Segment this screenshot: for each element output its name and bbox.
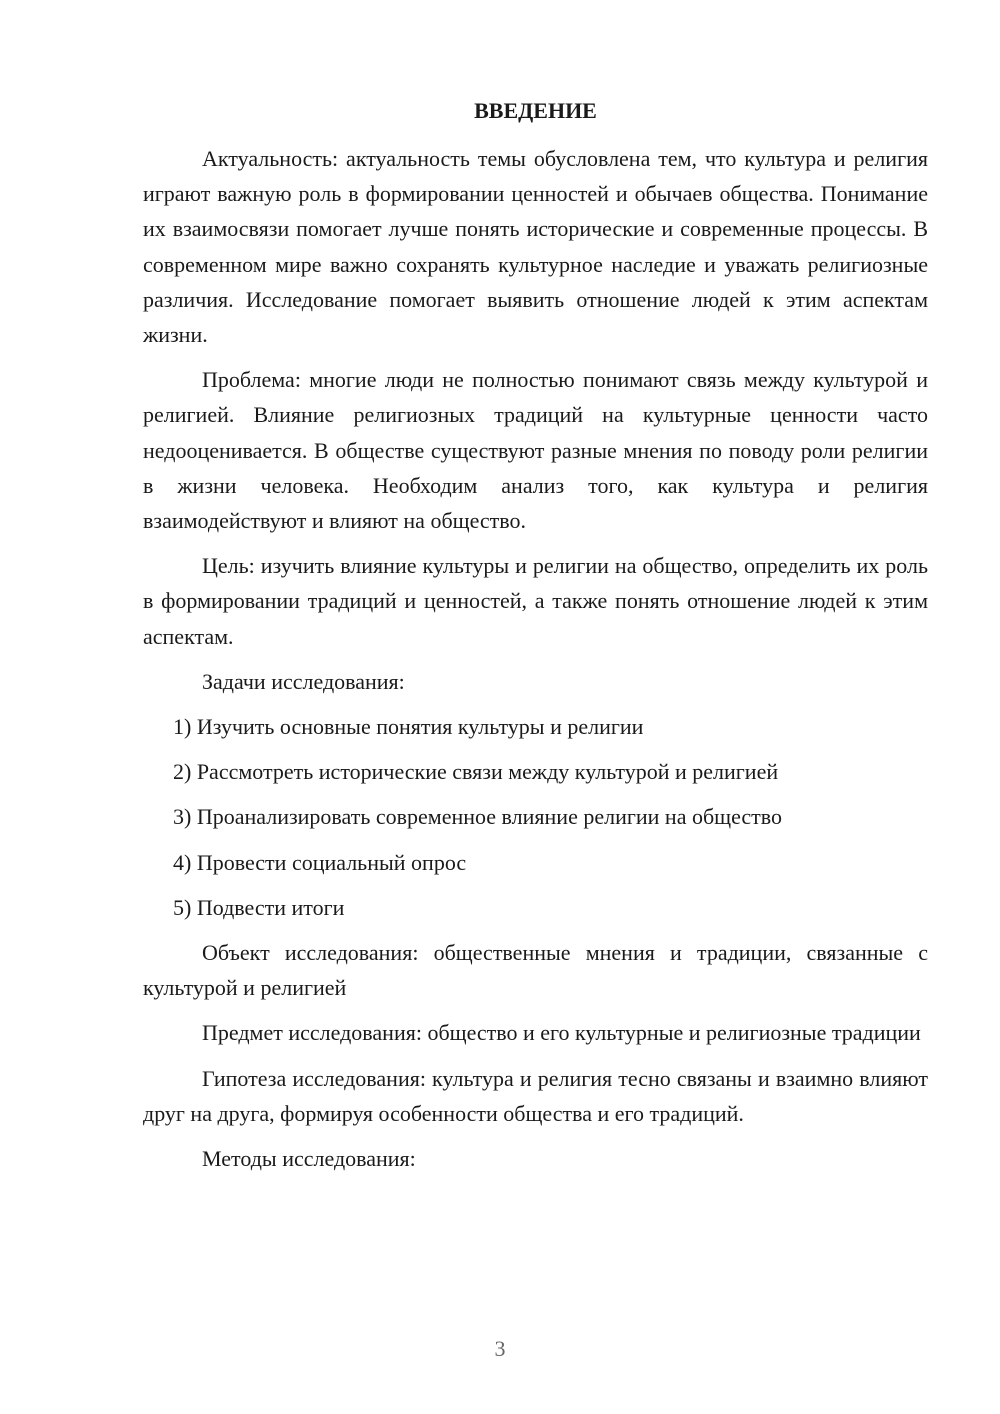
paragraph-hypothesis: Гипотеза исследования: культура и религия тесно связаны и взаимно влияют друг на друга, формируя особенности общества и его традиций. [143, 1065, 928, 1126]
methods-heading: Методы исследования: [202, 1146, 416, 1172]
paragraph-object: Объект исследования: общественные мнения и традиции, связанные с культурой и религией [143, 940, 928, 1001]
paragraph-goal: Цель: изучить влияние культуры и религии на общество, определить их роль в формировании традиций и ценностей, а также понять отношение людей к этим аспектам. [143, 553, 928, 649]
page-title: ВВЕДЕНИЕ [474, 98, 597, 123]
list-item: 4) Провести социальный опрос [173, 849, 467, 875]
paragraph-problem: Проблема: многие люди не полностью понимают связь между культурой и религией. Влияние религиозных традиций на культурные ценности часто недооценивается. В обществе существуют разные мнения по поводу роли религии в жизни человека. Необходим анализ того, как культура и религия взаимодействуют и влияют на общество. [143, 367, 928, 534]
paragraph-subject: Предмет исследования: общество и его культурные и религиозные традиции [202, 1020, 921, 1046]
paragraph-relevance: Актуальность: актуальность темы обусловлена тем, что культура и религия играют важную роль в формировании ценностей и обычаев общества. Понимание их взаимосвязи помогает лучше понять исторические и современные процессы. В современном мире важно сохранять культурное наследие и уважать религиозные различия. Исследование помогает выявить отношение людей к этим аспектам жизни. [143, 146, 928, 348]
list-item: 5) Подвести итоги [173, 894, 345, 920]
list-item: 1) Изучить основные понятия культуры и религии [173, 714, 644, 740]
tasks-heading: Задачи исследования: [202, 668, 405, 694]
page-number: 3 [494, 1336, 506, 1361]
list-item: 2) Рассмотреть исторические связи между культурой и религией [173, 759, 779, 785]
tasks-list [143, 709, 928, 925]
document-body [143, 141, 928, 1186]
list-item: 3) Проанализировать современное влияние религии на общество [173, 804, 783, 830]
